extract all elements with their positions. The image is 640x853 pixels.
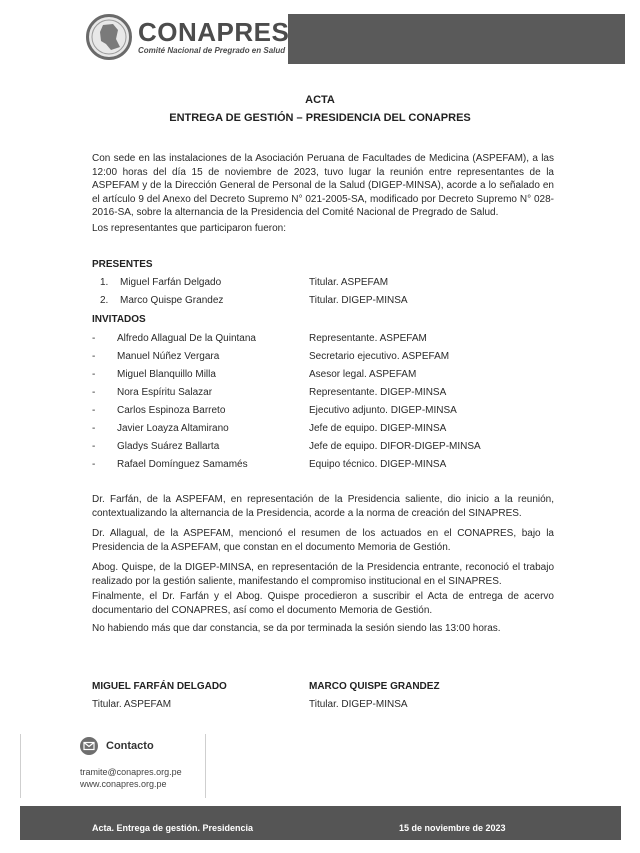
body-paragraph: No habiendo más que dar constancia, se da por terminada la sesión siendo las 13:00 horas. (92, 623, 501, 634)
list-item (92, 441, 552, 455)
participant-role: Ejecutivo adjunto. DIGEP-MINSA (309, 405, 457, 416)
footer-date: 15 de noviembre de 2023 (399, 823, 506, 833)
invitados-heading: INVITADOS (92, 314, 146, 325)
participant-name: Alfredo Allagual De la Quintana (117, 333, 256, 344)
document-subtitle: ENTREGA DE GESTIÓN – PRESIDENCIA DEL CONAPRES (169, 112, 471, 124)
participant-role: Asesor legal. ASPEFAM (309, 369, 417, 380)
participant-role: Representante. ASPEFAM (309, 333, 427, 344)
list-item (92, 423, 552, 437)
list-item (92, 387, 552, 401)
participant-name: Miguel Farfán Delgado (120, 277, 222, 288)
representatives-intro: Los representantes que participaron fueron: (92, 223, 287, 234)
participant-name: Rafael Domínguez Samamés (117, 459, 248, 470)
footer-document-name: Acta. Entrega de gestión. Presidencia (92, 823, 254, 833)
list-marker: - (92, 441, 96, 452)
list-item (92, 369, 552, 383)
body-paragraph: Dr. Allagual, de la ASPEFAM, mencionó el resumen de los actuados en el CONAPRES, bajo la Presidencia de la ASPEFAM, que constan en el documento Memoria de Gestión. (92, 528, 554, 553)
participant-role: Jefe de equipo. DIFOR-DIGEP-MINSA (309, 441, 481, 452)
list-item (92, 459, 552, 473)
logo-name: CONAPRES (138, 17, 290, 47)
list-item (92, 333, 552, 347)
list-marker: - (92, 351, 96, 362)
list-marker: 1. (100, 277, 109, 288)
participant-name: Gladys Suárez Ballarta (117, 441, 220, 452)
body-paragraph: Finalmente, el Dr. Farfán y el Abog. Quispe procedieron a suscribir el Acta de entrega de acervo documentario del CONAPRES, así como el documento Memoria de Gestión. (92, 591, 554, 616)
contact-website[interactable]: www.conapres.org.pe (80, 779, 167, 789)
list-item (92, 295, 552, 309)
contact-email[interactable]: tramite@conapres.org.pe (80, 767, 182, 777)
signature-name: MARCO QUISPE GRANDEZ (309, 681, 440, 692)
list-marker: 2. (100, 295, 109, 306)
list-marker: - (92, 459, 96, 470)
presentes-heading: PRESENTES (92, 259, 153, 270)
participant-name: Javier Loayza Altamirano (117, 423, 229, 434)
mail-icon (80, 737, 98, 755)
logo-emblem-icon (86, 14, 132, 60)
body-paragraph: Dr. Farfán, de la ASPEFAM, en representación de la Presidencia saliente, dio inicio a la reunión, contextualizando la alternancia de la Presidencia, acorde a la norma de creación del SINAPRES. (92, 494, 554, 519)
document-title: ACTA (305, 94, 335, 106)
participant-role: Jefe de equipo. DIGEP-MINSA (309, 423, 447, 434)
contact-title: Contacto (106, 740, 154, 752)
conapres-logo (86, 14, 289, 60)
header-bar (288, 14, 625, 64)
signature-role: Titular. DIGEP-MINSA (309, 699, 408, 710)
intro-paragraph: Con sede en las instalaciones de la Asociación Peruana de Facultades de Medicina (ASPEFAM), a las 12:00 horas del día 15 de noviembre de 2023, tuvo lugar la reunión entre representantes de la ASPEFAM y de la Dirección General de Personal de la Salud (DIGEP-MINSA), acorde a lo señalado en el artículo 9 del Anexo del Decreto Supremo N° 021-2005-SA, modificado por Decreto Supremo N° 028-2016-SA, sobre la alternancia de la Presidencia del Comité Nacional de Pregrado de Salud. (92, 153, 554, 218)
body-paragraph: Abog. Quispe, de la DIGEP-MINSA, en representación de la Presidencia entrante, reconoció el trabajo realizado por la gestión saliente, manifestando el compromiso institucional en el SINAPRES. (92, 562, 554, 587)
list-marker: - (92, 387, 96, 398)
participant-name: Carlos Espinoza Barreto (117, 405, 226, 416)
list-marker: - (92, 333, 96, 344)
participant-name: Miguel Blanquillo Milla (117, 369, 216, 380)
participant-role: Titular. DIGEP-MINSA (309, 295, 408, 306)
logo-subtitle: Comité Nacional de Pregrado en Salud (138, 46, 286, 55)
participant-role: Titular. ASPEFAM (309, 277, 389, 288)
list-item (92, 405, 552, 419)
signature-name: MIGUEL FARFÁN DELGADO (92, 681, 227, 692)
participant-role: Secretario ejecutivo. ASPEFAM (309, 351, 450, 362)
list-marker: - (92, 369, 96, 380)
list-item (92, 277, 552, 291)
participant-name: Marco Quispe Grandez (120, 295, 224, 306)
signature-role: Titular. ASPEFAM (92, 699, 172, 710)
list-marker: - (92, 423, 96, 434)
list-item (92, 351, 552, 365)
list-marker: - (92, 405, 96, 416)
participant-role: Equipo técnico. DIGEP-MINSA (309, 459, 447, 470)
participant-name: Nora Espíritu Salazar (117, 387, 213, 398)
participant-name: Manuel Núñez Vergara (117, 351, 220, 362)
participant-role: Representante. DIGEP-MINSA (309, 387, 447, 398)
